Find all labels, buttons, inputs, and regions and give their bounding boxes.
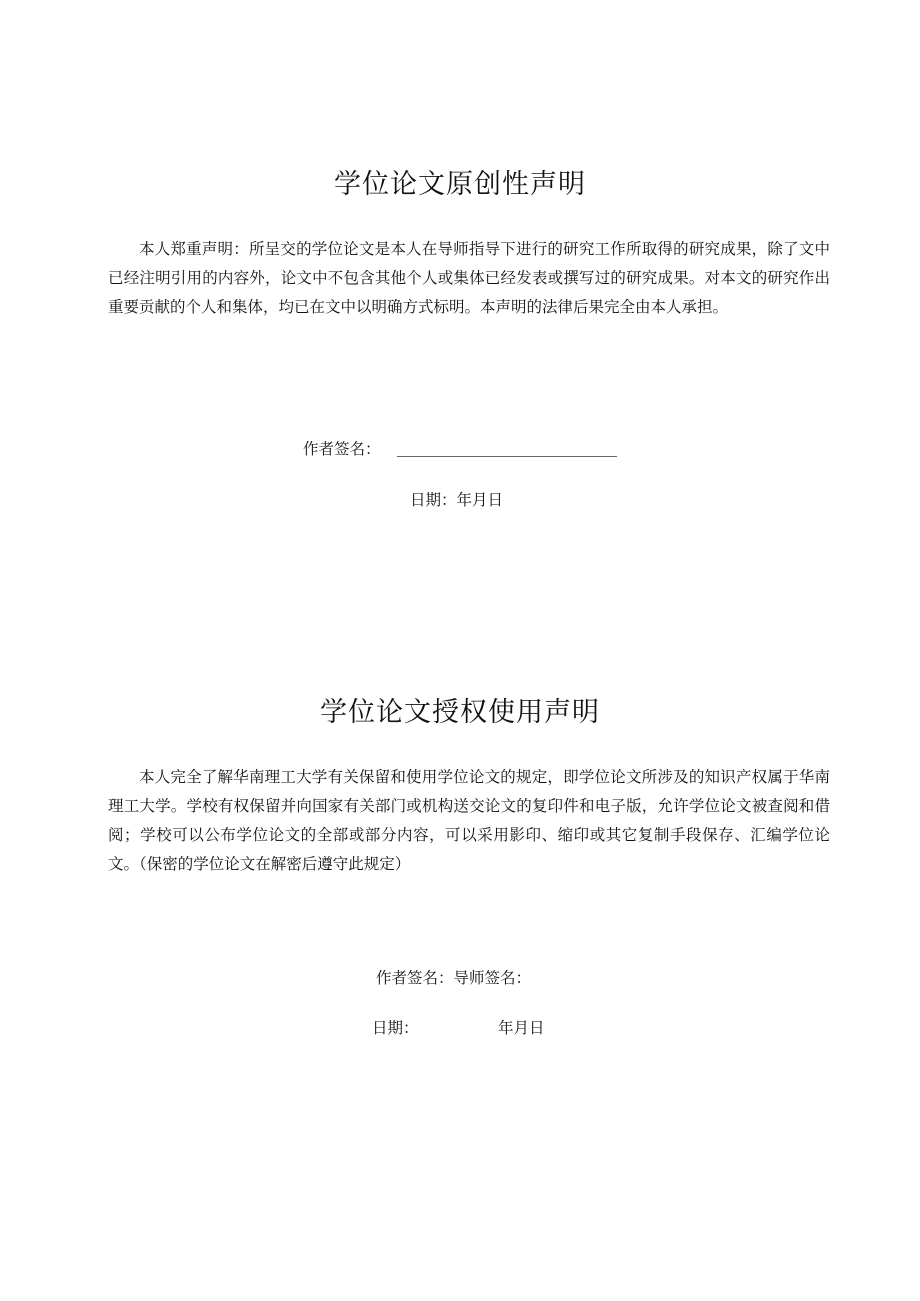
authorization-title: 学位论文授权使用声明 [320, 697, 600, 728]
authorization-date-value: 年月日 [498, 1019, 545, 1037]
authorization-date-label: 日期： [372, 1019, 419, 1037]
originality-signature-line [397, 456, 617, 457]
authorization-signatures-line: 作者签名：导师签名： [376, 969, 532, 987]
originality-title: 学位论文原创性声明 [334, 169, 586, 200]
originality-author-signature-label: 作者签名： [303, 440, 381, 458]
originality-body: 本人郑重声明：所呈交的学位论文是本人在导师指导下进行的研究工作所取得的研究成果，除了文中已经注明引用的内容外，论文中不包含其他个人或集体已经发表或撰写过的研究成果。对本文的研究作出重要贡献的个人和集体，均已在文中以明确方式标明。本声明的法律后果完全由本人承担。 [108, 240, 830, 316]
authorization-body: 本人完全了解华南理工大学有关保留和使用学位论文的规定，即学位论文所涉及的知识产权属于华南理工大学。学校有权保留并向国家有关部门或机构送交论文的复印件和电子版，允许学位论文被查阅和借阅；学校可以公布学位论文的全部或部分内容，可以采用影印、缩印或其它复制手段保存、汇编学位论文。（保密的学位论文在解密后遵守此规定） [108, 768, 830, 873]
originality-date-line: 日期：年月日 [410, 491, 504, 509]
